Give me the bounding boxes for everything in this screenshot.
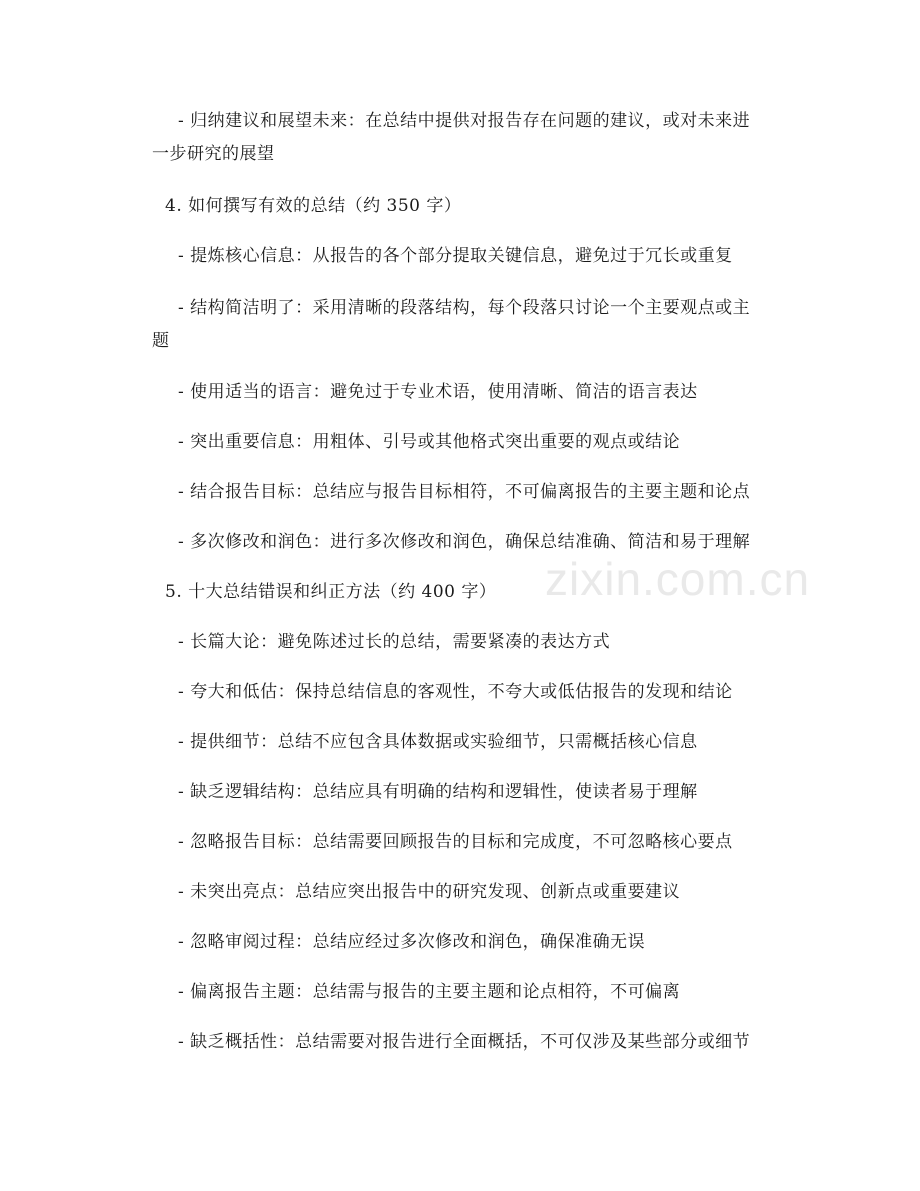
text-line-14: - 提供细节：总结不应包含具体数据或实验细节，只需概括核心信息 — [178, 732, 698, 752]
text-line-4: - 提炼核心信息：从报告的各个部分提取关键信息，避免过于冗长或重复 — [178, 246, 733, 266]
text-line-9: - 结合报告目标：总结应与报告目标相符，不可偏离报告的主要主题和论点 — [178, 482, 751, 502]
text-line-1: - 归纳建议和展望未来：在总结中提供对报告存在问题的建议，或对未来进 — [178, 111, 751, 131]
text-line-12: - 长篇大论：避免陈述过长的总结，需要紧凑的表达方式 — [178, 632, 611, 652]
section-heading-5: 5. 十大总结错误和纠正方法（约 400 字） — [165, 582, 497, 602]
text-line-7: - 使用适当的语言：避免过于专业术语，使用清晰、简洁的语言表达 — [178, 382, 698, 402]
text-line-18: - 忽略审阅过程：总结应经过多次修改和润色，确保准确无误 — [178, 932, 646, 952]
text-line-20: - 缺乏概括性：总结需要对报告进行全面概括，不可仅涉及某些部分或细节 — [178, 1032, 751, 1052]
text-line-15: - 缺乏逻辑结构：总结应具有明确的结构和逻辑性，使读者易于理解 — [178, 782, 698, 802]
text-line-2: 一步研究的展望 — [152, 144, 275, 164]
watermark: zixin.com.cn — [545, 553, 811, 605]
text-line-19: - 偏离报告主题：总结需与报告的主要主题和论点相符，不可偏离 — [178, 982, 681, 1002]
section-heading-4: 4. 如何撰写有效的总结（约 350 字） — [165, 196, 462, 216]
text-line-13: - 夸大和低估：保持总结信息的客观性，不夸大或低估报告的发现和结论 — [178, 682, 733, 702]
text-line-8: - 突出重要信息：用粗体、引号或其他格式突出重要的观点或结论 — [178, 432, 681, 452]
text-line-6: 题 — [152, 331, 170, 351]
text-line-10: - 多次修改和润色：进行多次修改和润色，确保总结准确、简洁和易于理解 — [178, 532, 751, 552]
text-line-16: - 忽略报告目标：总结需要回顾报告的目标和完成度，不可忽略核心要点 — [178, 832, 733, 852]
text-line-5: - 结构简洁明了：采用清晰的段落结构，每个段落只讨论一个主要观点或主 — [178, 298, 751, 318]
text-line-17: - 未突出亮点：总结应突出报告中的研究发现、创新点或重要建议 — [178, 882, 681, 902]
